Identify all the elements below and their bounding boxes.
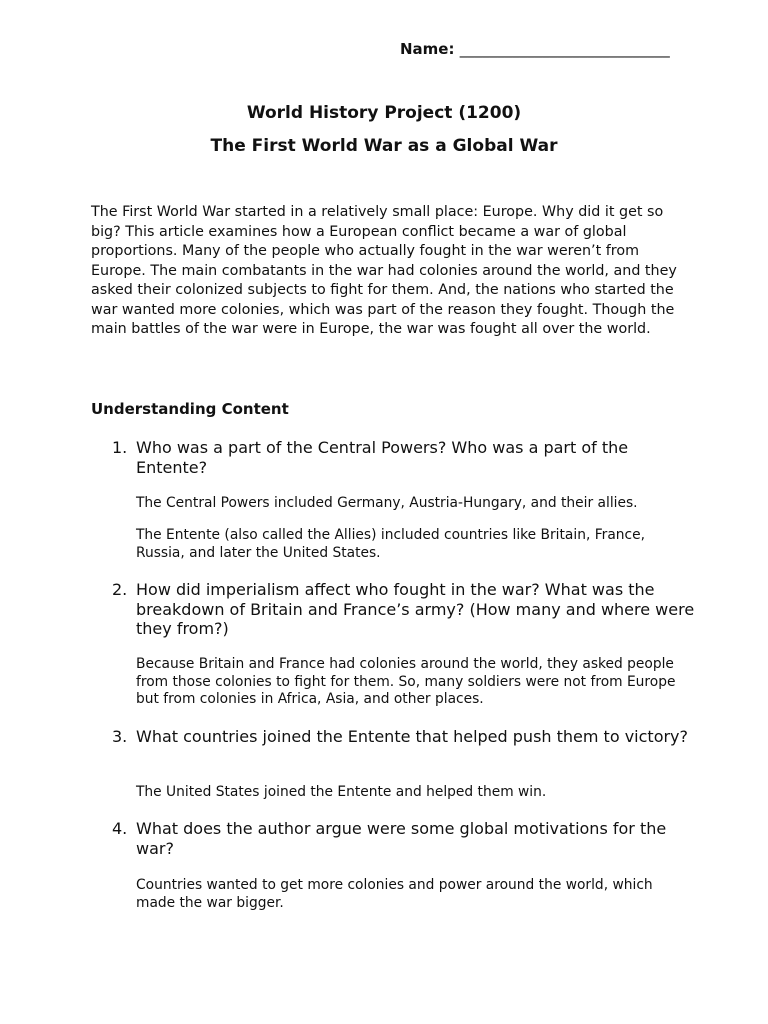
question-text: Who was a part of the Central Powers? Who was a part of the Entente? [136,438,629,477]
question-2 [112,580,696,639]
name-field[interactable] [400,40,670,58]
question-text: What countries joined the Entente that helped push them to victory? [136,727,689,746]
question-3 [112,727,696,747]
name-label: Name: [400,40,455,58]
answer-2: Because Britain and France had colonies around the world, they asked people from those colonies to fight for them. So, many soldiers were not from Europe but from colonies in Africa, Asia, and other places. [136,656,676,707]
question-number: 2. [112,580,128,599]
intro-paragraph: The First World War started in a relatively small place: Europe. Why did it get so big? This article examines how a European conflict became a war of global proportions. Many of the people who actually fought in the war weren’t from Europe. The main combatants in the war had colonies around the world, and they asked their colonized subjects to fight for them. And, the nations who started the war wanted more colonies, which was part of the reason they fought. Though the main battles of the war were in Europe, the war was fought all over the world. [91,204,677,337]
question-number: 1. [112,438,128,457]
answer-1-part-1: The Central Powers included Germany, Austria-Hungary, and their allies. [136,495,638,511]
question-text: What does the author argue were some global motivations for the war? [136,819,667,858]
answer-3: The United States joined the Entente and helped them win. [136,784,547,800]
question-number: 4. [112,819,128,838]
question-4 [112,819,696,858]
answer-1-part-2: The Entente (also called the Allies) included countries like Britain, France, Russia, and later the United States. [136,527,645,561]
question-number: 3. [112,727,128,746]
question-1 [112,438,696,477]
answer-4: Countries wanted to get more colonies and power around the world, which made the war bigger. [136,877,653,911]
question-text: How did imperialism affect who fought in the war? What was the breakdown of Britain and France’s army? (How many and where were they from?) [136,580,695,638]
section-heading: Understanding Content [91,400,289,418]
name-blank-line[interactable]: ____________________________ [459,40,670,58]
page-title: World History Project (1200) [246,103,522,123]
page-subtitle: The First World War as a Global War [210,136,558,156]
